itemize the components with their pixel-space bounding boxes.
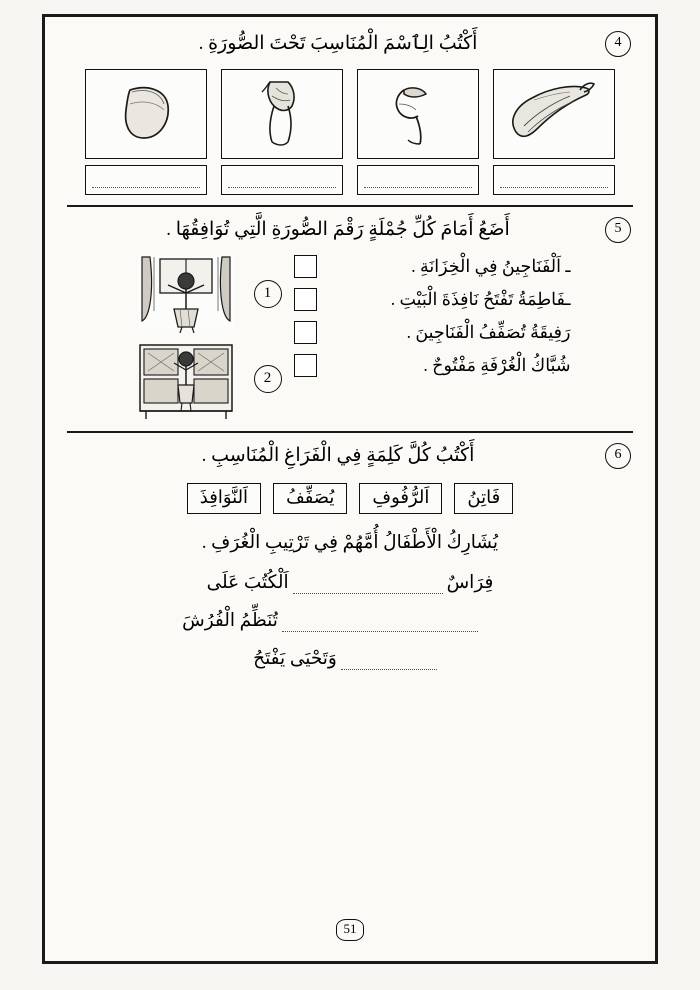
sentence-text: رَفِيقَةُ تُصَفِّفُ الْفَنَاجِينَ . [406,322,571,342]
sentence-checkbox[interactable] [294,288,317,311]
fill-in-row [89,610,611,632]
exercise-4 [63,31,637,195]
exercise-6-lead-sentence: يُشَارِكُ الْأَطْفَالُ أُمَّهُمْ فِي تَرْتِيبِ الْغُرَفِ . [201,533,499,553]
image-label-1: 1 [254,280,282,308]
girl-at-window-illustration [130,251,242,333]
exercise-4-header [63,31,637,57]
fill-row-prefix: تُنَظِّمُ الْفُرُشَ [182,610,278,631]
answer-box[interactable] [357,165,479,195]
answer-dotted-line [92,187,200,188]
exercise-5-sentence-list [294,251,571,377]
fill-row-prefix: اَلْكُتُبَ عَلَى [206,572,289,593]
sentence-text: ـفَاطِمَةُ تَفْتَحُ نَافِذَةَ الْبَيْتِ . [390,289,571,309]
sentence-checkbox[interactable] [294,321,317,344]
answer-box[interactable] [221,165,343,195]
exercise-4-instruction: أَكْتُبُ الِٱسْمَ الْمُنَاسِبَ تَحْتَ الصُّورَةِ . [198,33,478,54]
picture-cell [221,69,343,195]
worksheet-sheet [42,14,658,964]
fill-in-row [89,648,611,670]
image-label-2: 2 [254,365,282,393]
hand-holding-illustration [221,69,343,159]
fill-row-prefix: وَتَحْيَى يَفْتَحُ [253,648,337,669]
fill-blank[interactable] [293,577,443,594]
sentence-checkbox[interactable] [294,354,317,377]
answer-dotted-line [228,187,336,188]
sentence-text: ـ اَلْفَنَاجِينُ فِي الْخِزَانَةِ . [411,256,571,276]
section-divider [67,205,633,207]
exercise-6-word-bank [63,483,637,514]
word-chip[interactable]: فَاتِنُ [454,483,513,514]
page-number-value: 51 [336,919,364,941]
answer-dotted-line [364,187,472,188]
fill-row-suffix: فِرَاسٌ [446,572,494,593]
page-number [45,919,655,941]
answer-box[interactable] [85,165,207,195]
fill-blank[interactable] [282,615,478,632]
exercise-6-sentences [63,530,637,670]
picture-cell [493,69,615,195]
exercise-6 [63,443,637,670]
exercise-5-image-labels [252,251,284,421]
exercise-6-instruction: أَكْتُبُ كُلَّ كَلِمَةٍ فِي الْفَرَاغِ الْمُنَاسِبِ . [201,445,475,466]
list-item [294,288,571,311]
bread-loaf-illustration [85,69,207,159]
sentence-text: شُبَّاكُ الْغُرْفَةِ مَفْتُوحٌ . [423,355,571,375]
fill-in-row [89,572,611,594]
answer-dotted-line [500,187,608,188]
sentence-checkbox[interactable] [294,255,317,278]
exercise-5-instruction: أَضَعُ أَمَامَ كُلِّ جُمْلَةٍ رَقْمَ الصُّورَةِ الَّتِي تُوَافِقُهَا . [166,219,510,240]
section-divider [67,431,633,433]
pepper-illustration [493,69,615,159]
exercise-4-picture-row [63,69,637,195]
exercise-5-body [63,251,637,421]
exercise-6-header [63,443,637,469]
word-chip[interactable]: يُصَفِّفُ [273,483,347,514]
answer-box[interactable] [493,165,615,195]
picture-cell [357,69,479,195]
exercise-5-number: 5 [605,217,631,243]
word-chip[interactable]: اَلرُّفُوفِ [359,483,442,514]
plant-sprout-illustration [357,69,479,159]
girl-arranging-cups-in-cupboard-illustration [130,339,242,421]
exercise-6-number: 6 [605,443,631,469]
exercise-5-images [130,251,242,421]
fill-blank[interactable] [341,653,437,670]
exercise-5-header [63,217,637,243]
picture-cell [85,69,207,195]
exercise-5 [63,217,637,421]
list-item [294,321,571,344]
list-item [294,255,571,278]
exercise-4-number: 4 [605,31,631,57]
word-chip[interactable]: اَلنَّوَافِذَ [187,483,261,514]
list-item [294,354,571,377]
